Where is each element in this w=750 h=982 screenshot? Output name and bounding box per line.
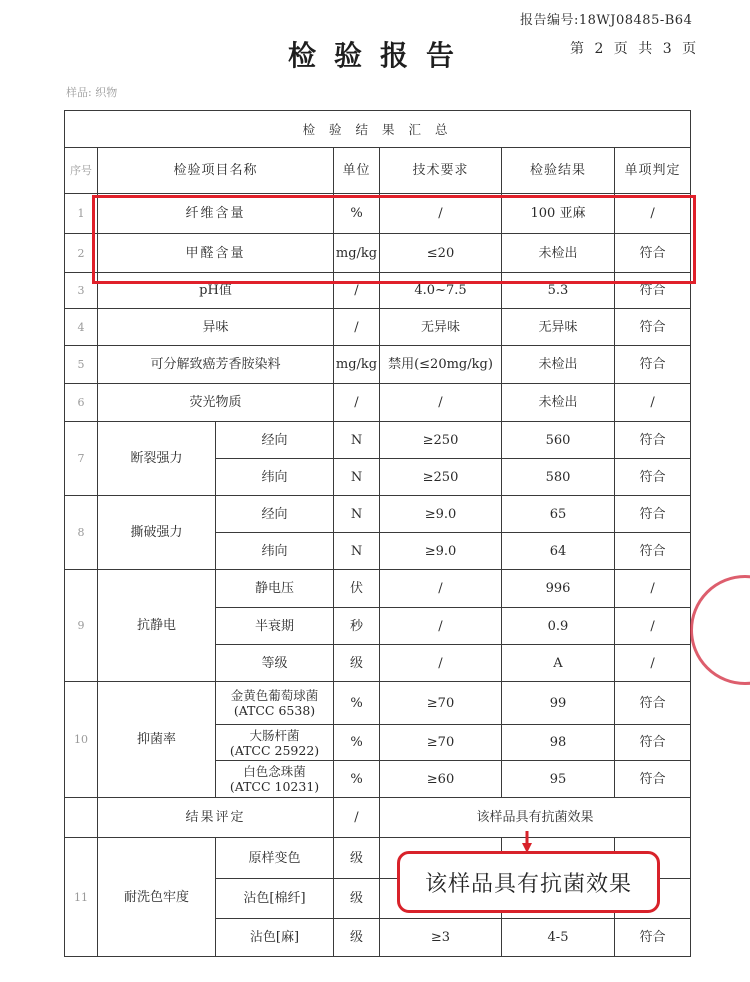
row-unit: 级	[334, 645, 380, 682]
row-subitem: 经向	[216, 422, 334, 459]
row-unit: /	[334, 309, 380, 346]
verdict-unit: /	[334, 798, 380, 838]
row-no: 8	[65, 496, 98, 570]
table-row	[65, 384, 691, 422]
bacteria-name: 白色念珠菌	[243, 764, 306, 779]
row-judge: 符合	[615, 496, 691, 533]
row-unit: mg/kg	[334, 346, 380, 384]
row-unit: /	[334, 384, 380, 422]
summary-row	[65, 111, 691, 148]
page-indicator: 第 2 页 共 3 页	[570, 41, 700, 57]
bacteria-strain: (ATCC 25922)	[229, 742, 320, 758]
col-header-result: 检验结果	[502, 148, 615, 194]
row-subitem: 静电压	[216, 570, 334, 608]
seal-stamp	[690, 575, 750, 685]
row-unit: 级	[334, 838, 380, 879]
row-result: 64	[502, 533, 615, 570]
row-subitem: 原样变色	[216, 838, 334, 879]
row-unit: 级	[334, 919, 380, 957]
row-result: A	[502, 645, 615, 682]
row-judge: 符合	[615, 234, 691, 273]
row-req: ≥9.0	[380, 496, 502, 533]
row-result: 未检出	[502, 346, 615, 384]
row-result: 未检出	[502, 384, 615, 422]
row-subitem: 半衰期	[216, 608, 334, 645]
row-subitem: 等级	[216, 645, 334, 682]
row-item: 断裂强力	[98, 422, 216, 496]
row-item: 抑菌率	[98, 682, 216, 798]
row-item: 纤维含量	[98, 194, 334, 234]
row-req: /	[380, 645, 502, 682]
row-no: 11	[65, 838, 98, 957]
row-judge: /	[615, 608, 691, 645]
table-row	[65, 496, 691, 533]
row-req: /	[380, 384, 502, 422]
verdict-label: 结果评定	[98, 798, 334, 838]
col-header-judge: 单项判定	[615, 148, 691, 194]
row-judge: 符合	[615, 761, 691, 798]
row-subitem: 沾色[棉纤]	[216, 879, 334, 919]
row-no: 2	[65, 234, 98, 273]
bacteria-strain: (ATCC 6538)	[233, 703, 316, 718]
row-judge: 符合	[615, 309, 691, 346]
arrow-down-icon	[522, 831, 532, 853]
row-judge: 符合	[615, 273, 691, 309]
row-unit: 级	[334, 879, 380, 919]
bacteria-strain: (ATCC 10231)	[229, 779, 320, 794]
row-no: 7	[65, 422, 98, 496]
header-row	[65, 148, 691, 194]
row-result: 4-5	[502, 919, 615, 957]
row-unit: %	[334, 725, 380, 761]
row-subitem	[216, 682, 334, 725]
row-result: 95	[502, 761, 615, 798]
row-unit: /	[334, 273, 380, 309]
table-row	[65, 309, 691, 346]
row-item: 耐洗色牢度	[98, 838, 216, 957]
report-number: 报告编号:18WJ08485-B64	[520, 13, 693, 28]
row-result: 无异味	[502, 309, 615, 346]
row-no: 9	[65, 570, 98, 682]
row-judge: 符合	[615, 459, 691, 496]
col-header-item: 检验项目名称	[98, 148, 334, 194]
highlight-box	[92, 195, 696, 284]
row-unit: 秒	[334, 608, 380, 645]
row-item: 荧光物质	[98, 384, 334, 422]
row-subitem: 纬向	[216, 533, 334, 570]
row-no: 3	[65, 273, 98, 309]
row-item: 撕破强力	[98, 496, 216, 570]
row-req: ≥250	[380, 459, 502, 496]
row-no: 10	[65, 682, 98, 798]
row-result: 0.9	[502, 608, 615, 645]
row-req: ≥70	[380, 682, 502, 725]
row-req: /	[380, 570, 502, 608]
row-result: 5.3	[502, 273, 615, 309]
row-req: /	[380, 608, 502, 645]
row-judge: 符合	[615, 422, 691, 459]
row-unit: N	[334, 422, 380, 459]
row-req: ≥9.0	[380, 533, 502, 570]
verdict-row	[65, 798, 691, 838]
row-result: 98	[502, 725, 615, 761]
row-item: 可分解致癌芳香胺染料	[98, 346, 334, 384]
row-req: ≥3	[380, 919, 502, 957]
row-subitem: 经向	[216, 496, 334, 533]
summary-title: 检 验 结 果 汇 总	[65, 111, 691, 148]
row-req: 无异味	[380, 309, 502, 346]
row-req: ≤20	[380, 234, 502, 273]
row-judge: /	[615, 194, 691, 234]
row-result: 560	[502, 422, 615, 459]
row-judge: 符合	[615, 725, 691, 761]
row-item: 抗静电	[98, 570, 216, 682]
col-header-no: 序号	[65, 148, 98, 194]
row-item: 甲醛含量	[98, 234, 334, 273]
row-req: ≥70	[380, 725, 502, 761]
row-req: /	[380, 194, 502, 234]
callout-text: 该样品具有抗菌效果	[424, 871, 632, 897]
row-judge: 符合	[615, 682, 691, 725]
row-judge: /	[615, 570, 691, 608]
verdict-no	[65, 798, 98, 838]
verdict-text: 该样品具有抗菌效果	[380, 798, 691, 838]
row-item: 异味	[98, 309, 334, 346]
row-no: 1	[65, 194, 98, 234]
row-unit: 伏	[334, 570, 380, 608]
row-result: 未检出	[502, 234, 615, 273]
table-row	[65, 570, 691, 608]
row-judge: 符合	[615, 533, 691, 570]
row-no: 6	[65, 384, 98, 422]
row-result: 580	[502, 459, 615, 496]
row-unit: N	[334, 496, 380, 533]
row-unit: N	[334, 533, 380, 570]
row-unit: mg/kg	[334, 234, 380, 273]
row-req: 4.0~7.5	[380, 273, 502, 309]
row-unit: N	[334, 459, 380, 496]
row-judge: /	[615, 384, 691, 422]
row-unit: %	[334, 761, 380, 798]
report-title: 检验报告	[288, 39, 473, 72]
bacteria-name: 大肠杆菌	[249, 727, 300, 743]
bacteria-name: 金黄色葡萄球菌	[230, 688, 319, 703]
col-header-req: 技术要求	[380, 148, 502, 194]
sample-label: 样品: 织物	[66, 86, 118, 99]
row-result: 996	[502, 570, 615, 608]
row-judge: 符合	[615, 919, 691, 957]
callout-box	[397, 851, 660, 913]
row-judge: 符合	[615, 346, 691, 384]
row-req: ≥60	[380, 761, 502, 798]
row-result: 99	[502, 682, 615, 725]
row-subitem: 沾色[麻]	[216, 919, 334, 957]
row-req: ≥250	[380, 422, 502, 459]
row-subitem: 纬向	[216, 459, 334, 496]
row-judge: /	[615, 645, 691, 682]
row-result: 100 亚麻	[502, 194, 615, 234]
table-row	[65, 682, 691, 725]
row-no: 4	[65, 309, 98, 346]
row-subitem	[216, 725, 334, 761]
row-req: 禁用(≤20mg/kg)	[380, 346, 502, 384]
row-no: 5	[65, 346, 98, 384]
table-row	[65, 346, 691, 384]
row-subitem	[216, 761, 334, 798]
row-item: pH值	[98, 273, 334, 309]
table-row	[65, 422, 691, 459]
col-header-unit: 单位	[334, 148, 380, 194]
row-unit: %	[334, 682, 380, 725]
row-unit: %	[334, 194, 380, 234]
row-result: 65	[502, 496, 615, 533]
